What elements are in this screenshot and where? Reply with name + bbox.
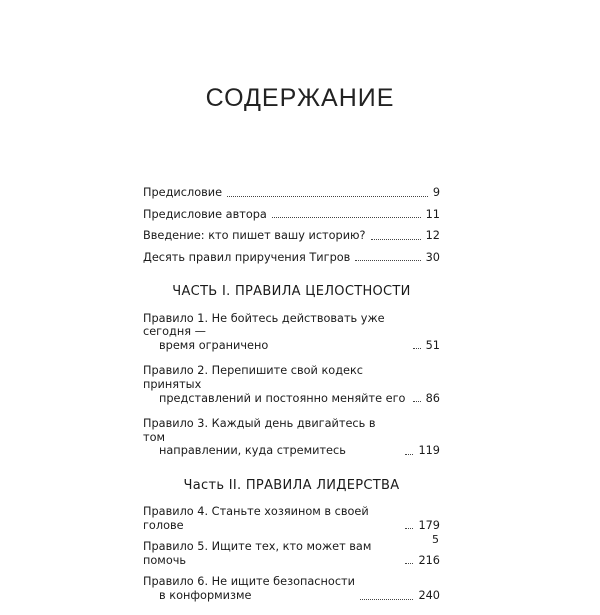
dot-leader <box>405 527 413 529</box>
toc-entry-page: 86 <box>425 391 440 405</box>
toc-entry-page: 179 <box>418 518 440 532</box>
toc-entry-rule-4[interactable] <box>143 505 440 532</box>
toc-entry-label <box>143 364 408 405</box>
toc-entry-label: Введение: кто пишет вашу историю? <box>143 229 366 243</box>
toc-entry-ten-rules[interactable] <box>143 251 440 265</box>
dot-leader <box>413 347 421 349</box>
toc-entry-author-preface[interactable] <box>143 208 440 222</box>
toc-entry-label: Правило 5. Ищите тех, кто может вам помочь <box>143 540 372 567</box>
toc-entry-introduction[interactable] <box>143 229 440 243</box>
toc-entry-page: 216 <box>418 553 440 567</box>
toc-entry-rule-6[interactable] <box>143 575 440 602</box>
toc-entry-label <box>143 575 355 602</box>
toc-entry-rule-5[interactable] <box>143 540 440 567</box>
part-2-heading: Часть II. ПРАВИЛА ЛИДЕРСТВА <box>183 477 400 493</box>
toc-entry-rule-1[interactable] <box>143 312 440 353</box>
dot-leader <box>371 238 421 240</box>
toc-entry-line2: направлении, куда стремитесь <box>159 444 346 458</box>
toc-entry-page: 11 <box>425 207 440 221</box>
toc-entry-page: 51 <box>425 338 440 352</box>
dot-leader <box>227 195 428 197</box>
toc-entry-label <box>143 312 408 353</box>
toc-entry-line1: Правило 3. Каждый день двигайтесь в том <box>143 417 376 444</box>
toc-entry-label <box>143 417 400 458</box>
toc-entry-page: 30 <box>425 250 440 264</box>
dot-leader <box>272 216 421 218</box>
toc-entry-page: 240 <box>418 589 440 603</box>
toc-entry-rule-2[interactable] <box>143 364 440 405</box>
toc-entry-label: Предисловие автора <box>143 207 267 221</box>
dot-leader <box>360 598 413 600</box>
toc-entry-preface[interactable] <box>143 186 440 200</box>
dot-leader <box>405 453 413 455</box>
dot-leader <box>405 562 413 564</box>
toc-entry-rule-3[interactable] <box>143 417 440 458</box>
toc-entry-label: Десять правил приручения Тигров <box>143 250 351 264</box>
dot-leader <box>413 400 421 402</box>
toc-entry-line1: Правило 1. Не бойтесь действовать уже сегодня — <box>143 311 385 339</box>
toc-entry-page: 12 <box>425 229 440 243</box>
toc-entry-page: 9 <box>432 186 440 199</box>
page-title: СОДЕРЖАНИЕ <box>205 84 395 112</box>
toc-entry-label: Предисловие <box>143 186 223 199</box>
toc-entry-line2: в конформизме <box>159 589 252 603</box>
toc-entry-line1: Правило 2. Перепишите свой кодекс принятых <box>143 364 364 391</box>
toc-entry-label: Правило 4. Станьте хозяином в своей голове <box>143 505 369 532</box>
toc-entry-line2: время ограничено <box>159 338 269 352</box>
part-1-heading: ЧАСТЬ I. ПРАВИЛА ЦЕЛОСТНОСТИ <box>172 284 411 300</box>
toc-entry-page: 119 <box>418 444 440 458</box>
table-of-contents <box>143 186 440 615</box>
page-number: 5 <box>432 533 439 546</box>
dot-leader <box>355 259 420 261</box>
toc-entry-line1: Правило 6. Не ищите безопасности <box>143 575 355 589</box>
toc-entry-line2: представлений и постоянно меняйте его <box>159 391 406 405</box>
